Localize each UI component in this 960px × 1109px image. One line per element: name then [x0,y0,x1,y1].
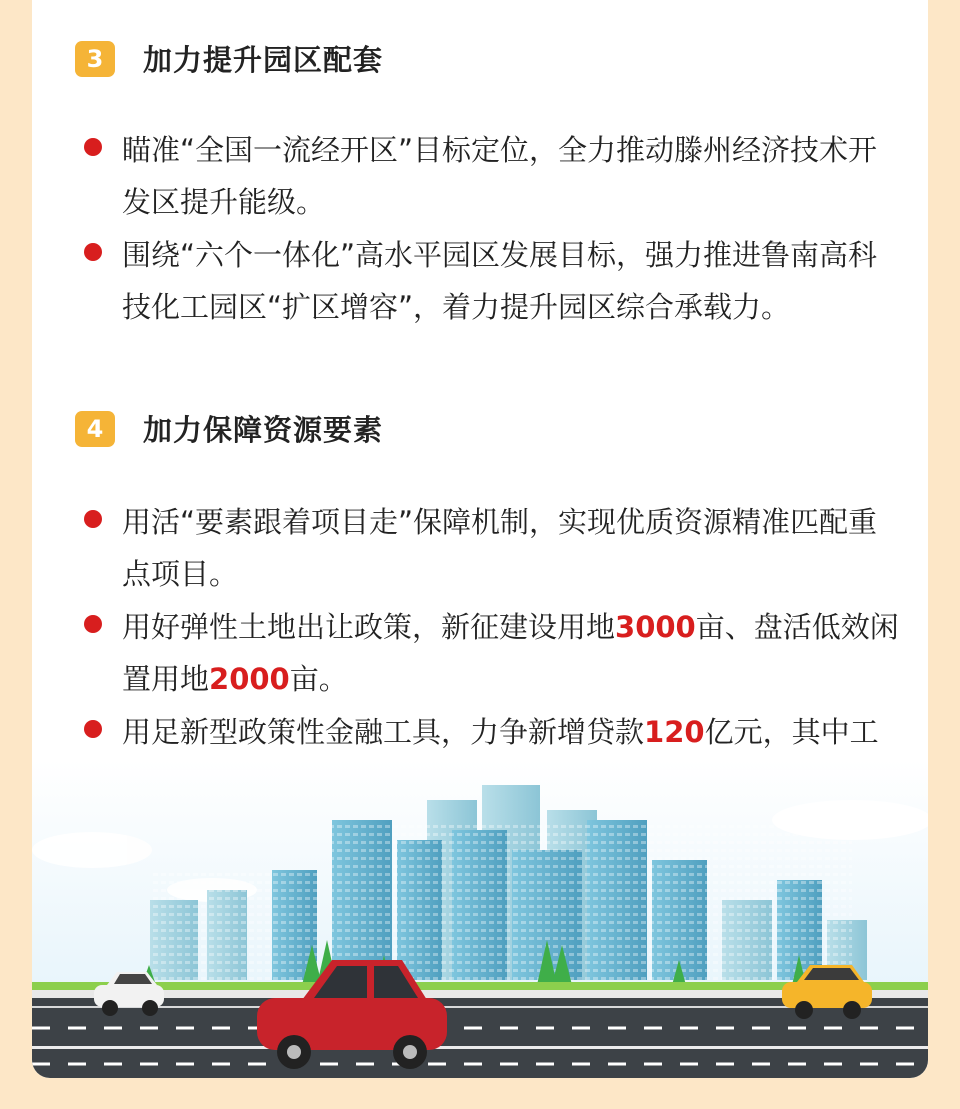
bullet-item [122,601,902,705]
bullet-dot-icon [84,510,102,528]
content-card [32,0,928,1078]
section-title: 加力保障资源要素 [143,413,384,447]
bullet-item [122,496,902,600]
bullet-text: 用足新型政策性金融工具，力争新增贷款120亿元，其中工 [122,706,902,810]
city-road-illustration [32,760,928,1078]
section-number-badge: 3 [75,41,115,77]
section-number-badge: 4 [75,411,115,447]
bullet-text: 用好弹性土地出让政策，新征建设用地3000亩、盘活低效闲置用地2000亩。 [122,610,899,696]
bullet-text: 用活“要素跟着项目走”保障机制，实现优质资源精准匹配重点项目。 [122,505,878,591]
bullet-item [122,124,902,228]
bullet-dot-icon [84,243,102,261]
highlight-number: 2000 [209,662,290,696]
bullet-text: 瞄准“全国一流经开区”目标定位，全力推动滕州经济技术开发区提升能级。 [122,133,878,219]
section-4-header [75,408,383,449]
bullet-item [122,229,902,333]
highlight-number: 3000 [615,610,696,644]
road [32,998,928,1078]
section-3-header [75,38,383,79]
bullet-dot-icon [84,615,102,633]
bullet-text: 围绕“六个一体化”高水平园区发展目标，强力推进鲁南高科技化工园区“扩区增容”，着力提升园区综合承载力。 [122,238,878,324]
section-title: 加力提升园区配套 [143,43,384,77]
bullet-dot-icon [84,720,102,738]
highlight-number: 120 [644,715,705,749]
bullet-dot-icon [84,138,102,156]
